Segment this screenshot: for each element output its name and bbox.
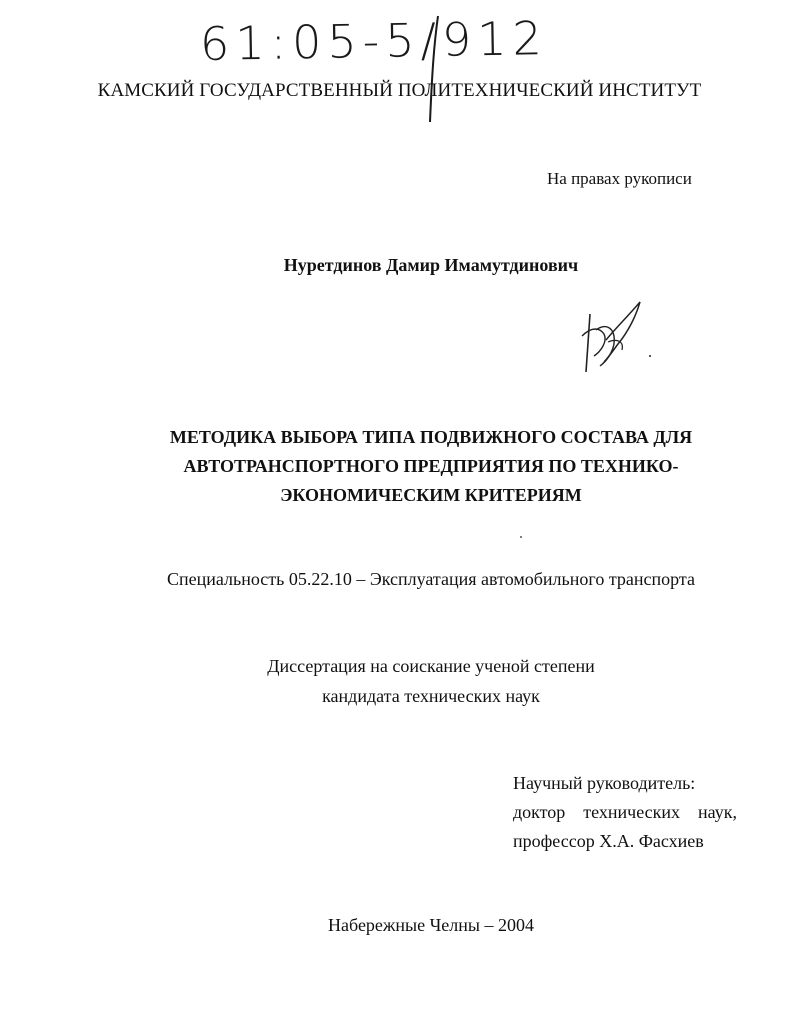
title-line-1: МЕТОДИКА ВЫБОРА ТИПА ПОДВИЖНОГО СОСТАВА ДЛЯ xyxy=(169,427,693,447)
dissertation-line-1: Диссертация на соискание ученой степени xyxy=(267,656,595,676)
title-line-3: ЭКОНОМИЧЕСКИМ КРИТЕРИЯМ xyxy=(280,485,582,505)
author-name: Нуретдинов Дамир Имамутдинович xyxy=(283,255,579,275)
dissertation-line-2: кандидата технических наук xyxy=(322,686,540,706)
specialty: Специальность 05.22.10 – Эксплуатация автомобильного транспорта xyxy=(166,569,695,589)
city-year: Набережные Челны – 2004 xyxy=(328,915,534,935)
supervisor-degree: доктор технических наук, xyxy=(513,802,737,822)
supervisor-label: Научный руководитель: xyxy=(513,773,696,793)
handwritten-divider-stroke xyxy=(420,14,450,124)
institute-name: КАМСКИЙ ГОСУДАРСТВЕННЫЙ ПОЛИТЕХНИЧЕСКИЙ ИНСТИТУТ xyxy=(97,80,702,101)
scan-speck xyxy=(520,536,522,538)
supervisor-name: профессор Х.А. Фасхиев xyxy=(513,831,704,851)
title-line-2: АВТОТРАНСПОРТНОГО ПРЕДПРИЯТИЯ ПО ТЕХНИКО- xyxy=(183,456,679,476)
signature-icon xyxy=(578,296,658,376)
handwritten-archive-code: 61:05-5/912 xyxy=(199,10,549,72)
rights-note: На правах рукописи xyxy=(547,169,692,188)
